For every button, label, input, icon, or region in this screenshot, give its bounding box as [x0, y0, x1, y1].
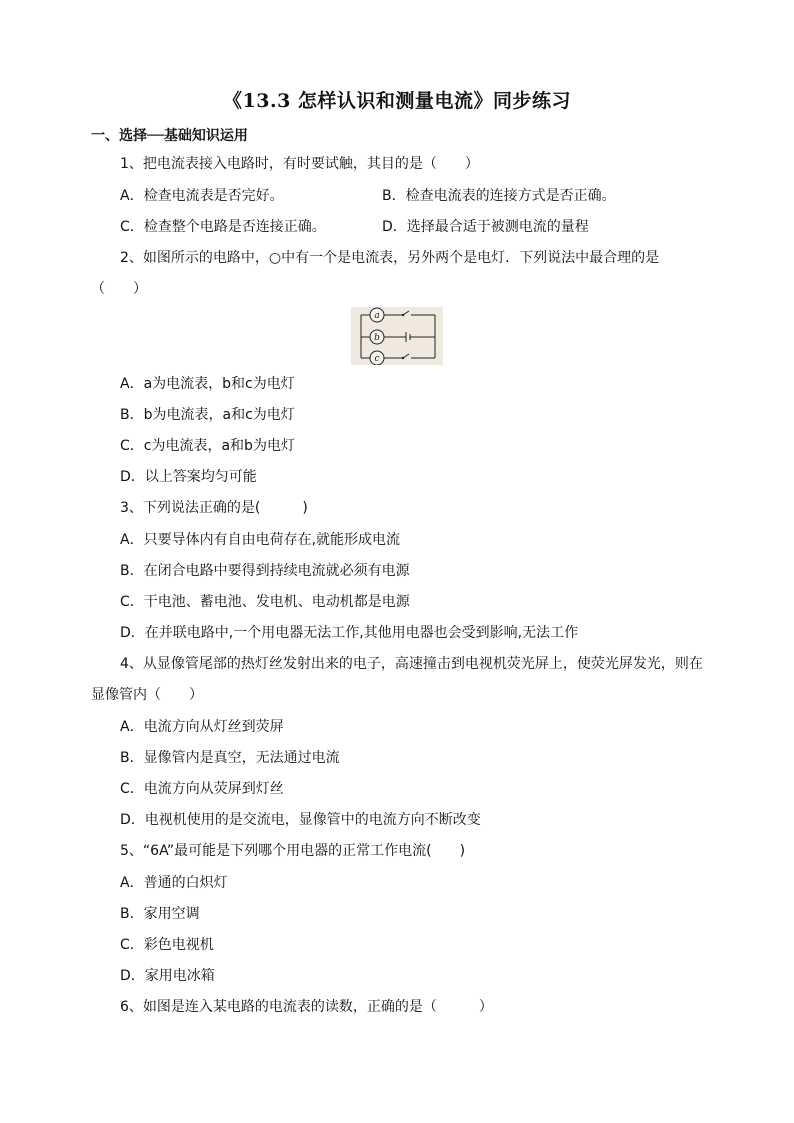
question-2-option-d: D．以上答案均匀可能	[120, 469, 257, 485]
question-5-option-b: B．家用空调	[120, 906, 200, 922]
question-3-option-c: C．干电池、蓄电池、发电机、电动机都是电源	[120, 594, 410, 610]
section-heading: 一、选择──基础知识运用	[91, 128, 248, 144]
question-3-option-d: D．在并联电路中,一个用电器无法工作,其他用电器也会受到影响,无法工作	[120, 625, 579, 641]
question-1-option-b: B．检查电流表的连接方式是否正确。	[382, 188, 616, 204]
question-1-option-c: C．检查整个电路是否连接正确。	[120, 219, 326, 235]
question-2-option-a: A．a为电流表，b和c为电灯	[120, 376, 295, 392]
question-1-option-d: D．选择最合适于被测电流的量程	[382, 219, 589, 235]
question-1-option-a: A．检查电流表是否完好。	[120, 188, 284, 204]
question-5-option-a: A．普通的白炽灯	[120, 875, 228, 891]
question-4-stem-continued: 显像管内（ ）	[91, 687, 203, 703]
question-3-option-a: A．只要导体内有自由电荷存在,就能形成电流	[120, 532, 401, 548]
question-2-option-c: C．c为电流表，a和b为电灯	[120, 438, 295, 454]
question-2-option-b: B．b为电流表，a和c为电灯	[120, 407, 295, 423]
question-4-option-b: B．显像管内是真空，无法通过电流	[120, 750, 340, 766]
question-4-option-d: D．电视机使用的是交流电，显像管中的电流方向不断改变	[120, 812, 481, 828]
figure-label-a: a	[374, 311, 380, 321]
question-2-stem: 2、如图所示的电路中，○中有一个是电流表，另外两个是电灯．下列说法中最合理的是	[120, 250, 660, 266]
question-5-option-c: C．彩色电视机	[120, 937, 214, 953]
circuit-figure	[351, 307, 443, 365]
question-3-option-b: B．在闭合电路中要得到持续电流就必须有电源	[120, 563, 410, 579]
question-1-stem: 1、把电流表接入电路时，有时要试触，其目的是（ ）	[120, 156, 479, 172]
document-title: 《13.3 怎样认识和测量电流》同步练习	[223, 90, 571, 112]
question-4-option-c: C．电流方向从荧屏到灯丝	[120, 781, 284, 797]
question-4-option-a: A．电流方向从灯丝到荧屏	[120, 719, 284, 735]
figure-label-c: c	[374, 354, 380, 364]
question-5-stem: 5、“6A”最可能是下列哪个用电器的正常工作电流( )	[120, 843, 466, 859]
question-4-stem: 4、从显像管尾部的热灯丝发射出来的电子，高速撞击到电视机荧光屏上，使荧光屏发光，则在	[120, 656, 703, 672]
figure-label-b: b	[374, 333, 380, 343]
question-6-stem: 6、如图是连入某电路的电流表的读数，正确的是（ ）	[120, 999, 493, 1015]
question-3-stem: 3、下列说法正确的是( )	[120, 500, 308, 516]
question-5-option-d: D．家用电冰箱	[120, 968, 215, 984]
question-2-stem-continued: （ ）	[91, 281, 147, 297]
